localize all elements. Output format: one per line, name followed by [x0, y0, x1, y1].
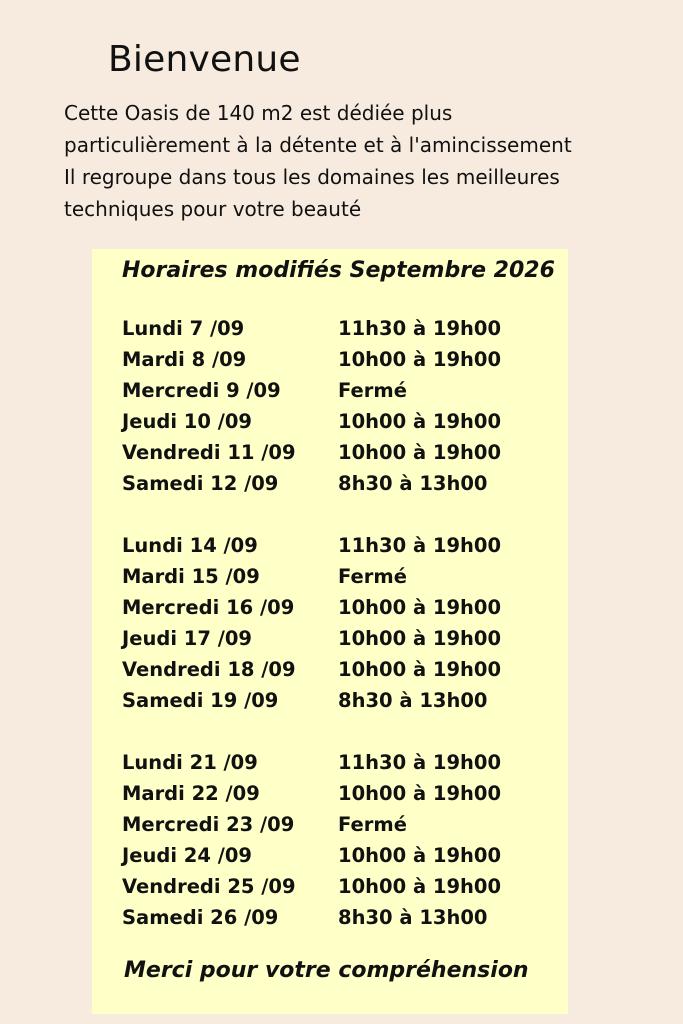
schedule-day: Mercredi 16 /09: [122, 596, 295, 619]
schedule-week: [122, 530, 562, 716]
schedule-hours: Fermé: [338, 565, 407, 588]
schedule-row: [122, 623, 562, 654]
schedule-week: [122, 747, 562, 933]
schedule-day: Jeudi 17 /09: [122, 627, 252, 650]
schedule-row: [122, 437, 562, 468]
schedule-panel: [92, 249, 568, 1014]
schedule-day: Mercredi 23 /09: [122, 813, 295, 836]
schedule-hours: 8h30 à 13h00: [338, 689, 488, 712]
schedule-day: Jeudi 24 /09: [122, 844, 252, 867]
schedule-row: [122, 406, 562, 437]
schedule-row: [122, 902, 562, 933]
schedule-footer: Merci pour votre compréhension: [124, 958, 529, 983]
schedule-title: Horaires modifiés Septembre 2026: [122, 258, 555, 283]
schedule-hours: 10h00 à 19h00: [338, 441, 502, 464]
schedule-day: Mardi 15 /09: [122, 565, 260, 588]
schedule-day: Samedi 26 /09: [122, 906, 279, 929]
schedule-week: [122, 313, 562, 499]
schedule-hours: 11h30 à 19h00: [338, 317, 502, 340]
intro-line: Il regroupe dans tous les domaines les meilleures: [64, 165, 560, 189]
schedule-day: Vendredi 25 /09: [122, 875, 296, 898]
schedule-list: [122, 313, 562, 964]
schedule-hours: 8h30 à 13h00: [338, 906, 488, 929]
schedule-row: [122, 592, 562, 623]
schedule-hours: 11h30 à 19h00: [338, 751, 502, 774]
schedule-row: [122, 468, 562, 499]
schedule-day: Lundi 7 /09: [122, 317, 245, 340]
schedule-row: [122, 809, 562, 840]
schedule-row: [122, 375, 562, 406]
schedule-row: [122, 685, 562, 716]
intro-paragraph: [64, 97, 664, 225]
schedule-day: Vendredi 18 /09: [122, 658, 296, 681]
intro-line: Cette Oasis de 140 m2 est dédiée plus: [64, 101, 453, 125]
schedule-hours: Fermé: [338, 813, 407, 836]
schedule-row: [122, 778, 562, 809]
schedule-day: Samedi 19 /09: [122, 689, 279, 712]
schedule-day: Mardi 22 /09: [122, 782, 260, 805]
schedule-row: [122, 561, 562, 592]
schedule-hours: Fermé: [338, 379, 407, 402]
page-title: Bienvenue: [108, 39, 301, 80]
schedule-row: [122, 654, 562, 685]
schedule-day: Vendredi 11 /09: [122, 441, 296, 464]
schedule-day: Lundi 21 /09: [122, 751, 258, 774]
schedule-day: Samedi 12 /09: [122, 472, 279, 495]
intro-line: particulièrement à la détente et à l'amincissement: [64, 133, 572, 157]
schedule-day: Lundi 14 /09: [122, 534, 258, 557]
schedule-day: Jeudi 10 /09: [122, 410, 252, 433]
schedule-row: [122, 344, 562, 375]
schedule-hours: 10h00 à 19h00: [338, 627, 502, 650]
schedule-hours: 11h30 à 19h00: [338, 534, 502, 557]
schedule-day: Mercredi 9 /09: [122, 379, 281, 402]
schedule-hours: 8h30 à 13h00: [338, 472, 488, 495]
schedule-day: Mardi 8 /09: [122, 348, 247, 371]
schedule-row: [122, 871, 562, 902]
schedule-row: [122, 530, 562, 561]
schedule-hours: 10h00 à 19h00: [338, 844, 502, 867]
schedule-row: [122, 313, 562, 344]
schedule-hours: 10h00 à 19h00: [338, 782, 502, 805]
schedule-hours: 10h00 à 19h00: [338, 875, 502, 898]
schedule-hours: 10h00 à 19h00: [338, 348, 502, 371]
schedule-hours: 10h00 à 19h00: [338, 658, 502, 681]
schedule-hours: 10h00 à 19h00: [338, 596, 502, 619]
schedule-row: [122, 747, 562, 778]
schedule-row: [122, 840, 562, 871]
intro-line: techniques pour votre beauté: [64, 197, 362, 221]
schedule-hours: 10h00 à 19h00: [338, 410, 502, 433]
